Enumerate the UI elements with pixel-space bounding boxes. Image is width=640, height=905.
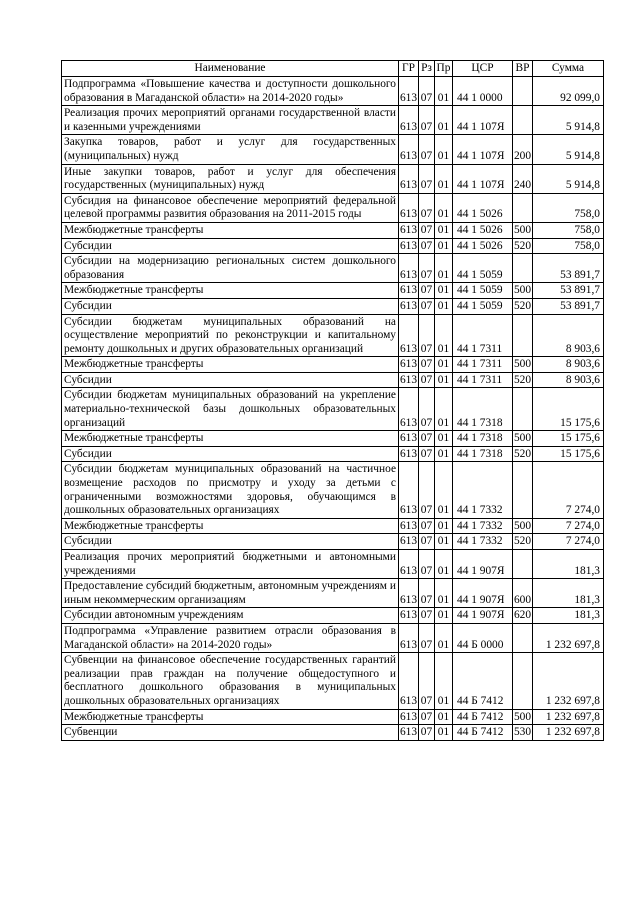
row-name: Субсидии бюджетам муниципальных образований на укрепление материально-технической базы дошкольных образовательных организаций (62, 388, 399, 431)
row-csr: 44 Б 7412 (453, 653, 513, 709)
table-row (62, 238, 604, 254)
table-row (62, 388, 604, 431)
row-gr: 613 (399, 106, 419, 135)
row-rz: 07 (419, 446, 435, 462)
row-pr: 01 (435, 238, 453, 254)
row-vr (513, 462, 533, 518)
row-csr: 44 1 5026 (453, 193, 513, 222)
table-row (62, 357, 604, 373)
row-sum: 15 175,6 (533, 431, 604, 447)
row-vr: 520 (513, 372, 533, 388)
row-csr: 44 1 107Я (453, 135, 513, 164)
row-rz: 07 (419, 431, 435, 447)
row-csr: 44 1 7332 (453, 518, 513, 534)
row-pr: 01 (435, 608, 453, 624)
row-gr: 613 (399, 314, 419, 357)
row-vr (513, 193, 533, 222)
table-row (62, 608, 604, 624)
row-pr: 01 (435, 283, 453, 299)
row-vr: 520 (513, 534, 533, 550)
row-name: Межбюджетные трансферты (62, 222, 399, 238)
row-sum: 8 903,6 (533, 357, 604, 373)
budget-table (61, 60, 604, 741)
row-name: Подпрограмма «Управление развитием отрасли образования в Магаданской области» на 2014-2020 годы» (62, 623, 399, 652)
row-name: Субсидии бюджетам муниципальных образований на осуществление мероприятий по реконструкции и капитальному ремонту дошкольных и других образовательных организаций (62, 314, 399, 357)
row-sum: 15 175,6 (533, 388, 604, 431)
row-vr (513, 77, 533, 106)
row-gr: 613 (399, 164, 419, 193)
row-csr: 44 1 7318 (453, 431, 513, 447)
row-vr (513, 653, 533, 709)
table-body (62, 77, 604, 741)
row-sum: 5 914,8 (533, 106, 604, 135)
table-row (62, 135, 604, 164)
row-csr: 44 1 5026 (453, 238, 513, 254)
row-rz: 07 (419, 579, 435, 608)
row-sum: 758,0 (533, 222, 604, 238)
table-row (62, 579, 604, 608)
header-rz: Рз (419, 61, 435, 77)
table-row (62, 298, 604, 314)
row-gr: 613 (399, 579, 419, 608)
table-row (62, 550, 604, 579)
row-gr: 613 (399, 725, 419, 741)
row-sum: 1 232 697,8 (533, 725, 604, 741)
table-row (62, 283, 604, 299)
row-gr: 613 (399, 608, 419, 624)
row-vr (513, 388, 533, 431)
row-gr: 613 (399, 77, 419, 106)
row-name: Субсидии (62, 238, 399, 254)
row-csr: 44 1 107Я (453, 106, 513, 135)
row-name: Межбюджетные трансферты (62, 709, 399, 725)
row-rz: 07 (419, 298, 435, 314)
row-rz: 07 (419, 709, 435, 725)
table-row (62, 164, 604, 193)
row-sum: 7 274,0 (533, 518, 604, 534)
row-name: Предоставление субсидий бюджетным, автономным учреждениям и иным некоммерческим организациям (62, 579, 399, 608)
row-gr: 613 (399, 550, 419, 579)
row-csr: 44 1 7318 (453, 446, 513, 462)
row-pr: 01 (435, 446, 453, 462)
row-vr (513, 106, 533, 135)
row-gr: 613 (399, 222, 419, 238)
row-pr: 01 (435, 623, 453, 652)
table-row (62, 77, 604, 106)
row-sum: 8 903,6 (533, 314, 604, 357)
row-rz: 07 (419, 462, 435, 518)
row-gr: 613 (399, 193, 419, 222)
row-rz: 07 (419, 106, 435, 135)
row-rz: 07 (419, 518, 435, 534)
row-sum: 1 232 697,8 (533, 653, 604, 709)
row-pr: 01 (435, 725, 453, 741)
row-gr: 613 (399, 431, 419, 447)
row-sum: 181,3 (533, 579, 604, 608)
row-name: Субсидия на финансовое обеспечение мероприятий федеральной целевой программы развития образования на 2011-2015 годы (62, 193, 399, 222)
row-sum: 1 232 697,8 (533, 623, 604, 652)
row-rz: 07 (419, 283, 435, 299)
row-csr: 44 1 107Я (453, 164, 513, 193)
row-vr: 500 (513, 222, 533, 238)
document-page (61, 60, 603, 741)
table-row (62, 254, 604, 283)
table-row (62, 314, 604, 357)
row-rz: 07 (419, 372, 435, 388)
row-name: Подпрограмма «Повышение качества и доступности дошкольного образования в Магаданской области» на 2014-2020 годы» (62, 77, 399, 106)
row-sum: 181,3 (533, 550, 604, 579)
row-vr: 500 (513, 431, 533, 447)
row-csr: 44 Б 7412 (453, 725, 513, 741)
table-row (62, 222, 604, 238)
row-gr: 613 (399, 388, 419, 431)
row-name: Субсидии (62, 372, 399, 388)
row-csr: 44 1 7332 (453, 534, 513, 550)
row-pr: 01 (435, 653, 453, 709)
row-rz: 07 (419, 623, 435, 652)
row-rz: 07 (419, 314, 435, 357)
table-row (62, 446, 604, 462)
row-sum: 15 175,6 (533, 446, 604, 462)
row-name: Субсидии (62, 534, 399, 550)
row-gr: 613 (399, 254, 419, 283)
row-pr: 01 (435, 550, 453, 579)
table-row (62, 193, 604, 222)
row-sum: 181,3 (533, 608, 604, 624)
row-vr: 500 (513, 518, 533, 534)
table-row (62, 372, 604, 388)
row-gr: 613 (399, 623, 419, 652)
row-rz: 07 (419, 653, 435, 709)
row-vr: 520 (513, 446, 533, 462)
row-sum: 5 914,8 (533, 164, 604, 193)
row-csr: 44 1 907Я (453, 579, 513, 608)
row-name: Иные закупки товаров, работ и услуг для обеспечения государственных (муниципальных) нужд (62, 164, 399, 193)
header-gr: ГР (399, 61, 419, 77)
row-name: Межбюджетные трансферты (62, 357, 399, 373)
row-vr: 500 (513, 283, 533, 299)
row-csr: 44 1 907Я (453, 608, 513, 624)
row-vr: 520 (513, 238, 533, 254)
row-sum: 7 274,0 (533, 534, 604, 550)
table-row (62, 623, 604, 652)
row-csr: 44 1 7311 (453, 357, 513, 373)
table-row (62, 534, 604, 550)
row-vr: 620 (513, 608, 533, 624)
row-rz: 07 (419, 357, 435, 373)
row-name: Субвенции на финансовое обеспечение государственных гарантий реализации прав граждан на получение общедоступного и бесплатного дошкольного образования в муниципальных дошкольных образовательных организациях (62, 653, 399, 709)
table-row (62, 709, 604, 725)
row-sum: 53 891,7 (533, 283, 604, 299)
row-pr: 01 (435, 314, 453, 357)
row-csr: 44 1 5059 (453, 298, 513, 314)
row-csr: 44 1 7332 (453, 462, 513, 518)
row-rz: 07 (419, 725, 435, 741)
row-name: Межбюджетные трансферты (62, 518, 399, 534)
row-sum: 8 903,6 (533, 372, 604, 388)
row-csr: 44 1 5059 (453, 254, 513, 283)
row-pr: 01 (435, 193, 453, 222)
row-sum: 7 274,0 (533, 462, 604, 518)
row-vr (513, 314, 533, 357)
row-gr: 613 (399, 238, 419, 254)
row-name: Реализация прочих мероприятий органами государственной власти и казенными учреждениями (62, 106, 399, 135)
row-sum: 5 914,8 (533, 135, 604, 164)
row-name: Закупка товаров, работ и услуг для государственных (муниципальных) нужд (62, 135, 399, 164)
row-gr: 613 (399, 518, 419, 534)
table-row (62, 462, 604, 518)
header-sum: Сумма (533, 61, 604, 77)
row-csr: 44 1 0000 (453, 77, 513, 106)
row-vr: 240 (513, 164, 533, 193)
row-csr: 44 1 5026 (453, 222, 513, 238)
row-name: Субсидии (62, 298, 399, 314)
row-name: Субсидии бюджетам муниципальных образований на частичное возмещение расходов по присмотру и уходу за детьми с ограниченными возможностями здоровья, обучающимся в дошкольных образовательных организациях (62, 462, 399, 518)
row-pr: 01 (435, 164, 453, 193)
table-row (62, 518, 604, 534)
row-name: Субвенции (62, 725, 399, 741)
row-csr: 44 1 7311 (453, 314, 513, 357)
row-pr: 01 (435, 106, 453, 135)
row-pr: 01 (435, 534, 453, 550)
row-rz: 07 (419, 164, 435, 193)
row-rz: 07 (419, 534, 435, 550)
header-csr: ЦСР (453, 61, 513, 77)
table-row (62, 653, 604, 709)
row-sum: 53 891,7 (533, 298, 604, 314)
row-pr: 01 (435, 579, 453, 608)
row-rz: 07 (419, 254, 435, 283)
row-sum: 92 099,0 (533, 77, 604, 106)
row-name: Межбюджетные трансферты (62, 283, 399, 299)
row-gr: 613 (399, 283, 419, 299)
row-vr: 200 (513, 135, 533, 164)
row-name: Реализация прочих мероприятий бюджетными и автономными учреждениями (62, 550, 399, 579)
row-sum: 758,0 (533, 193, 604, 222)
header-pr: Пр (435, 61, 453, 77)
row-rz: 07 (419, 238, 435, 254)
row-pr: 01 (435, 135, 453, 164)
row-vr (513, 550, 533, 579)
row-vr: 500 (513, 357, 533, 373)
row-gr: 613 (399, 446, 419, 462)
row-sum: 53 891,7 (533, 254, 604, 283)
row-pr: 01 (435, 431, 453, 447)
row-vr: 520 (513, 298, 533, 314)
row-vr: 530 (513, 725, 533, 741)
row-vr: 600 (513, 579, 533, 608)
header-name: Наименование (62, 61, 399, 77)
row-name: Субсидии автономным учреждениям (62, 608, 399, 624)
row-name: Межбюджетные трансферты (62, 431, 399, 447)
row-pr: 01 (435, 518, 453, 534)
row-gr: 613 (399, 709, 419, 725)
row-rz: 07 (419, 550, 435, 579)
row-sum: 758,0 (533, 238, 604, 254)
row-rz: 07 (419, 222, 435, 238)
row-gr: 613 (399, 372, 419, 388)
row-csr: 44 1 7311 (453, 372, 513, 388)
row-rz: 07 (419, 388, 435, 431)
row-vr (513, 623, 533, 652)
row-pr: 01 (435, 254, 453, 283)
row-name: Субсидии на модернизацию региональных систем дошкольного образования (62, 254, 399, 283)
row-pr: 01 (435, 372, 453, 388)
row-csr: 44 1 907Я (453, 550, 513, 579)
row-pr: 01 (435, 77, 453, 106)
row-pr: 01 (435, 462, 453, 518)
row-gr: 613 (399, 135, 419, 164)
row-sum: 1 232 697,8 (533, 709, 604, 725)
row-vr: 500 (513, 709, 533, 725)
row-name: Субсидии (62, 446, 399, 462)
row-rz: 07 (419, 608, 435, 624)
row-pr: 01 (435, 222, 453, 238)
row-gr: 613 (399, 534, 419, 550)
row-rz: 07 (419, 135, 435, 164)
table-row (62, 106, 604, 135)
table-row (62, 431, 604, 447)
table-row (62, 725, 604, 741)
header-vr: ВР (513, 61, 533, 77)
row-vr (513, 254, 533, 283)
row-pr: 01 (435, 388, 453, 431)
row-rz: 07 (419, 193, 435, 222)
row-gr: 613 (399, 462, 419, 518)
row-csr: 44 1 7318 (453, 388, 513, 431)
row-gr: 613 (399, 298, 419, 314)
row-gr: 613 (399, 653, 419, 709)
row-pr: 01 (435, 709, 453, 725)
row-csr: 44 Б 0000 (453, 623, 513, 652)
table-header-row (62, 61, 604, 77)
row-csr: 44 1 5059 (453, 283, 513, 299)
row-rz: 07 (419, 77, 435, 106)
row-pr: 01 (435, 298, 453, 314)
row-gr: 613 (399, 357, 419, 373)
row-pr: 01 (435, 357, 453, 373)
row-csr: 44 Б 7412 (453, 709, 513, 725)
